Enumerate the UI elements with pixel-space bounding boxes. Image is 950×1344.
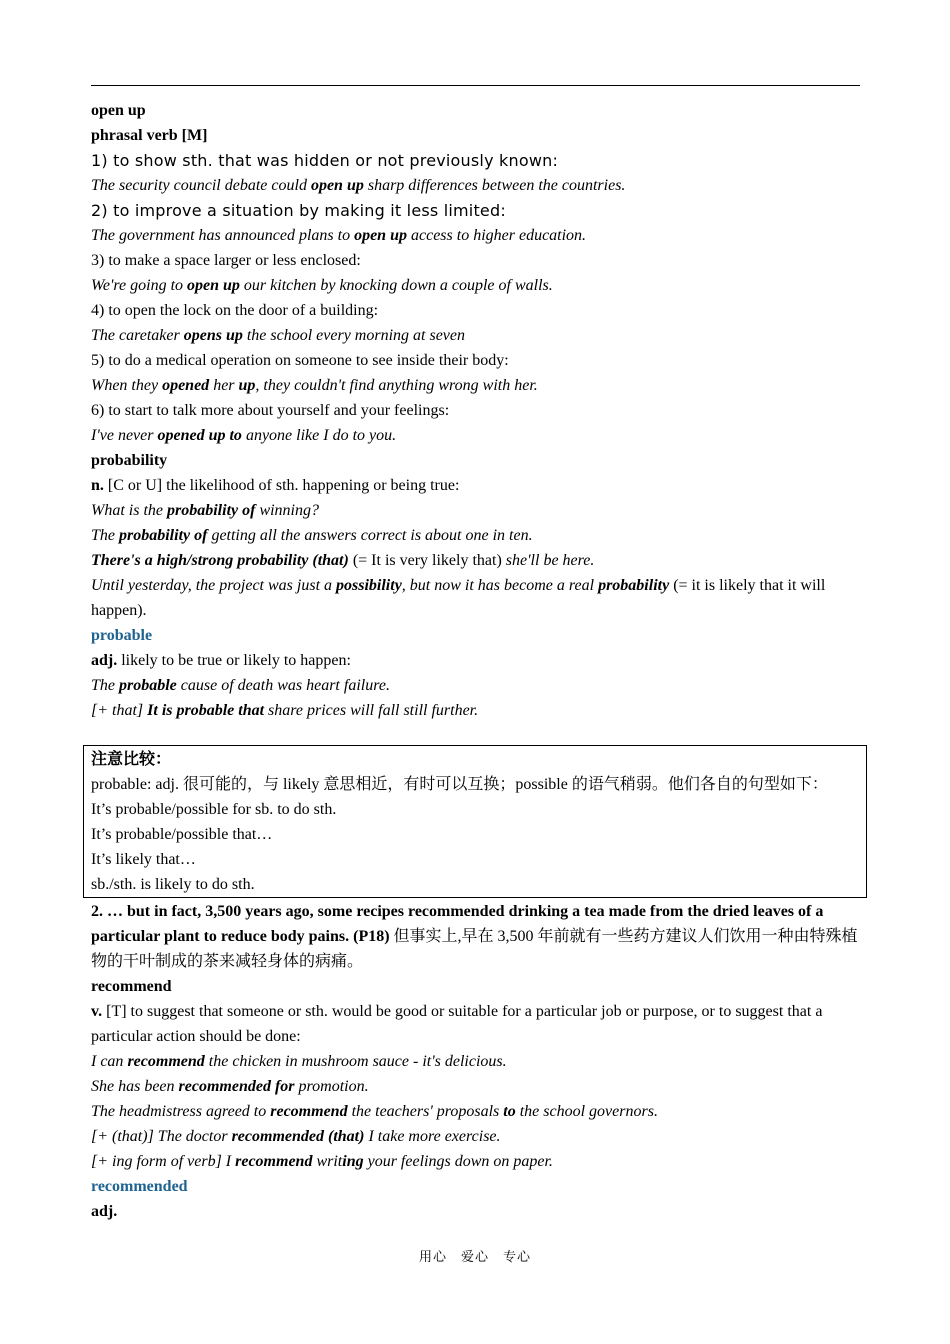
- example: The headmistress agreed to recommend the teachers' proposals to the school governors.: [91, 1103, 658, 1120]
- example: The probable cause of death was heart failure.: [91, 677, 390, 694]
- note-line: It’s probable/possible for sb. to do sth.: [91, 801, 337, 818]
- headword-recommend: recommend: [91, 978, 172, 995]
- example: When they opened her up, they couldn't find anything wrong with her.: [91, 377, 538, 394]
- definition: n. [C or U] the likelihood of sth. happening or being true:: [91, 477, 460, 494]
- note-line: sb./sth. is likely to do sth.: [91, 876, 255, 893]
- example: [+ that] It is probable that share prices will fall still further.: [91, 702, 479, 719]
- sense: 6) to start to talk more about yourself and your feelings:: [91, 402, 450, 419]
- definition: adj. likely to be true or likely to happen:: [91, 652, 351, 669]
- example: She has been recommended for promotion.: [91, 1078, 369, 1095]
- example: I've never opened up to anyone like I do to you.: [91, 427, 397, 444]
- definition: v. [T] to suggest that someone or sth. would be good or suitable for a particular job or purpose, or to suggest that a particular action should be done:: [91, 1003, 823, 1045]
- text-point-2: 2. … but in fact, 3,500 years ago, some recipes recommended drinking a tea made from the dried leaves of a particular plant to reduce body pains. (P18) 但事实上,早在 3,500 年前就有一些药方建议人们饮用一种由特殊植物的干叶制成的茶来减轻身体的病痛。: [91, 903, 858, 970]
- headword-open-up: open up: [91, 102, 146, 119]
- second-section: [91, 899, 863, 1224]
- example: The security council debate could open up sharp differences between the countries.: [91, 177, 626, 194]
- note-content: [91, 747, 861, 897]
- note-line: It’s likely that…: [91, 851, 196, 868]
- sense: 1) to show sth. that was hidden or not previously known:: [91, 151, 559, 170]
- example: Until yesterday, the project was just a possibility, but now it has become a real probability (= it is likely that it will happen).: [91, 577, 826, 619]
- page-footer: 用心 爱心 专心: [418, 1250, 531, 1265]
- entries-block: [91, 98, 863, 723]
- header-rule: [91, 85, 860, 86]
- example: [+ (that)] The doctor recommended (that) I take more exercise.: [91, 1128, 501, 1145]
- example: I can recommend the chicken in mushroom sauce - it's delicious.: [91, 1053, 507, 1070]
- example: The government has announced plans to open up access to higher education.: [91, 227, 587, 244]
- headword-probable: probable: [91, 627, 153, 644]
- note-line: It’s probable/possible that…: [91, 826, 273, 843]
- example: There's a high/strong probability (that) (= It is very likely that) she'll be here.: [91, 552, 595, 569]
- example: We're going to open up our kitchen by knocking down a couple of walls.: [91, 277, 553, 294]
- sense: 5) to do a medical operation on someone to see inside their body:: [91, 352, 509, 369]
- sense: 4) to open the lock on the door of a building:: [91, 302, 379, 319]
- example: What is the probability of winning?: [91, 502, 319, 519]
- note-title: 注意比较：: [91, 751, 172, 768]
- example: [+ ing form of verb] I recommend writing your feelings down on paper.: [91, 1153, 553, 1170]
- sense: 3) to make a space larger or less enclosed:: [91, 252, 361, 269]
- pos-label: phrasal verb [M]: [91, 127, 208, 144]
- headword-probability: probability: [91, 452, 168, 469]
- note-line: probable: adj. 很可能的，与 likely 意思相近，有时可以互换；possible 的语气稍弱。他们各自的句型如下：: [91, 776, 828, 793]
- sense: 2) to improve a situation by making it less limited:: [91, 201, 506, 220]
- headword-recommended: recommended: [91, 1178, 188, 1195]
- pos-label: adj.: [91, 1203, 118, 1220]
- example: The probability of getting all the answers correct is about one in ten.: [91, 527, 533, 544]
- example: The caretaker opens up the school every morning at seven: [91, 327, 465, 344]
